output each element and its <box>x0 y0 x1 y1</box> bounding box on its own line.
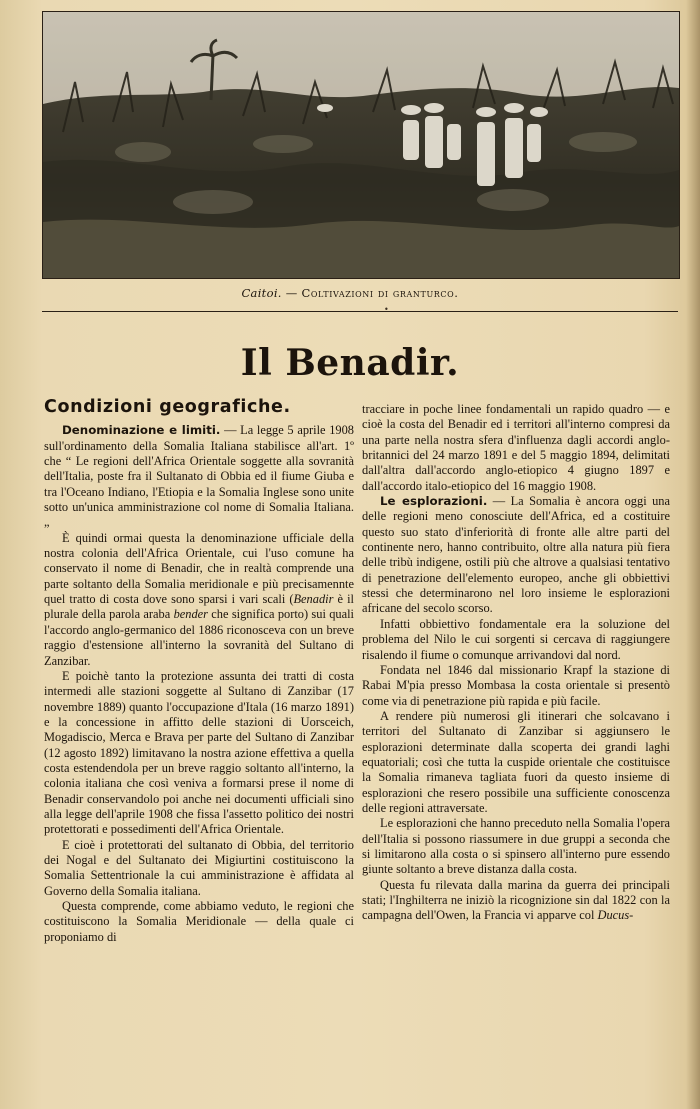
right-column <box>362 402 670 924</box>
paragraph <box>362 878 670 924</box>
paragraph: Questa comprende, come abbiamo veduto, le regioni che costituiscono la Somalia Meridionale — della quale ci proponiamo di <box>44 899 354 944</box>
paragraph-text: che significa porto) sui quali l'accordo anglo-germanico del 1886 riconosceva con un breve raggio d'estensione all'interno la sovranità del Sultano di Zanzibar. <box>44 607 354 668</box>
runin-heading: Le esplorazioni. <box>380 494 488 509</box>
paragraph: E poichè tanto la protezione assunta dei tratti di costa intermedi alle stazioni soggette al Sultano di Zanzibar (17 novembre 1889) quanto l'occupazione d'Itala (16 marzo 1891) e la concessione in affitto delle stazioni di Uorsceich, Mogadiscio, Merca e Brava per parte del Sultano di Zanzibar (12 agosto 1892) limitavano la nostra azione effettiva a quella costa estendendola per un breve raggio soltanto all'interno, la colonia italiana che così veniva a formarsi prese il nome di Benadir conservandolo poi anche nei documenti ufficiali sino alla legge dell'aprile 1908 che fissa l'assetto politico dei nostri protettorati e possedimenti dell'Africa Orientale. <box>44 668 354 837</box>
caption-place: Caitoi. <box>241 286 282 300</box>
paragraph-text: È quindi ormai questa la denominazione ufficiale della nostra colonia dell'Africa Orientale, cui l'uso comune ha conservato il nome di Benadir, che in realtà comprende una parte soltanto della Somalia meridionale e più precisamennte quel tratto di costa dove sono sparsi i vari scali ( <box>44 530 354 607</box>
italic-term: bender <box>173 607 208 622</box>
paragraph <box>362 494 670 617</box>
paragraph: Infatti obbiettivo fondamentale era la soluzione del problema del Nilo le cui sorgenti si cercava di raggiungere risalendo il fiume o comunque arrivandovi dal nord. <box>362 616 670 662</box>
paragraph: A rendere più numerosi gli itinerari che solcavano i territori del Sultanato di Zanzibar si aggiunsero le esplorazioni determinate dalla scoperta dei grandi laghi equatoriali; così che tutta la cuspide orientale che costituisce la Somalia rimaneva tagliata fuori da questo insieme di esplorazioni che resero possibile una sufficiente conoscenza delle regioni attraversate. <box>362 708 670 815</box>
paragraph-text: — La legge 5 aprile 1908 sull'ordinamento della Somalia Italiana stabilisce all'art. 1º che “ Le regioni dell'Africa Orientale soggette alla sovranità dell'Italia, poste fra il Sultanato di Obbia ed il fiume Giuba e tra l'Oceano Indiano, l'Etiopia e la Somalia Inglese sono unite sotto un'unica amministrazione col nome di Somalia Italiana. „ <box>44 423 354 530</box>
paragraph-text: è il plurale della parola araba <box>44 592 354 622</box>
italic-term: Ducus- <box>597 908 634 923</box>
paragraph: E cioè i protettorati del sultanato di Obbia, del territorio dei Nogal e del Sultanato dei Migiurtini costituiscono la Somalia Settentrionale la cui amministrazione è affidata al Governo della Somalia italiana. <box>44 837 354 898</box>
paragraph-text: — La Somalia è ancora oggi una delle regioni meno conosciute dell'Africa, ed a costituire questo suo stato d'inferiorità di fronte alle altre parti del continente nero, hanno contribuito, oltre alla natura più fiera delle tribù indigene, ostili più che altrove a qualsiasi tentativo di penetrazione dell'elemento europeo, anche gli obbiettivi stessi che determinarono nel loro insieme le esplorazioni africane del secolo scorso. <box>362 494 670 616</box>
page-edge-shadow <box>686 0 700 1109</box>
paragraph <box>44 423 354 530</box>
rule-dot: • <box>384 305 389 314</box>
page-title: Il Benadir. <box>240 342 460 384</box>
paragraph: Fondata nel 1846 dal missionario Krapf la stazione di Rabai M'pia presso Mombasa la costa orientale si presentò come via di penetrazione più rapida e più facile. <box>362 662 670 708</box>
photograph-cornfield-icon <box>43 12 679 278</box>
italic-term: Benadir <box>293 592 334 607</box>
photograph <box>42 11 680 279</box>
caption-text: Coltivazioni di granturco. <box>301 286 459 300</box>
paragraph-text: Questa fu rilevata dalla marina da guerra dei principali stati; l'Inghilterra ne iniziò la ricognizione sin dal 1822 con la campagna dell'Owen, la Francia vi apparve col <box>362 877 670 923</box>
paragraph <box>44 531 354 669</box>
caption-dash: — <box>281 286 302 300</box>
section-divider <box>42 311 678 312</box>
photo-caption <box>0 286 700 300</box>
paragraph: tracciare in poche linee fondamentali un rapido quadro — e cioè la costa del Benadir ed i territori all'interno compresi da una parte nella nostra sfera d'influenza dagli accordi anglo-britannici del 24 marzo 1891 e del 5 maggio 1894, delimitati dall'altra dall'accordo anglo-etiopico 4 giugno 1897 e dall'accordo italo-etiopico del 16 maggio 1908. <box>362 402 670 493</box>
runin-heading: Denominazione e limiti. <box>62 423 221 438</box>
section-heading: Condizioni geografiche. <box>44 397 291 417</box>
left-column <box>44 397 354 945</box>
paragraph: Le esplorazioni che hanno preceduto nella Somalia l'opera dell'Italia si possono riassumere in due gruppi a seconda che si limitarono alla costa o si spinsero all'interno pure essendo giunte soltanto a breve distanza dalla costa. <box>362 816 670 877</box>
